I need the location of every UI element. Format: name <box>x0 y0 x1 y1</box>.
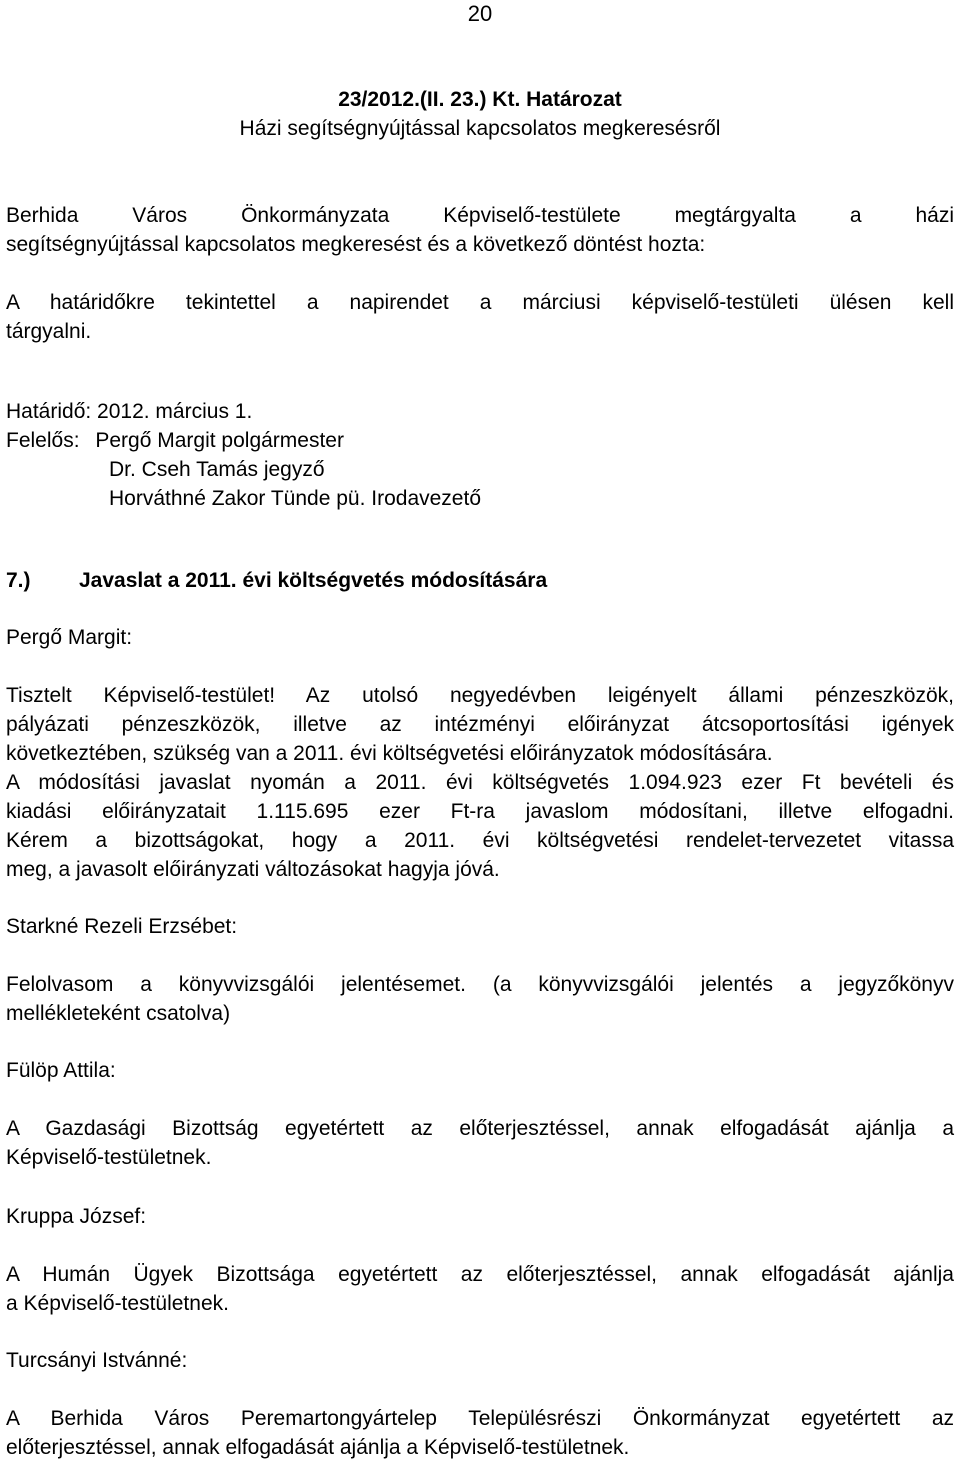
speech-line: Felolvasom a könyvvizsgálói jelentésemet. (a könyvvizsgálói jelentés a jegyzőkönyv <box>6 973 954 996</box>
decision-line: A határidőkre tekintettel a napirendet a márciusi képviselő-testületi ülésen kell <box>6 291 954 314</box>
speech-line: Képviselő-testületnek. <box>6 1146 212 1169</box>
speech-line: a Képviselő-testületnek. <box>6 1292 229 1315</box>
speech-line: A Berhida Város Peremartongyártelep Településrészi Önkormányzat egyetértett az <box>6 1407 954 1430</box>
speech-line: meg, a javasolt előirányzati változásokat hagyja jóvá. <box>6 858 500 881</box>
deadline-text: Határidő: 2012. március 1. <box>6 400 253 423</box>
resolution-subtitle: Házi segítségnyújtással kapcsolatos megkeresésről <box>239 117 721 140</box>
speaker-name: Starkné Rezeli Erzsébet: <box>6 915 238 938</box>
responsible-person: Horváthné Zakor Tünde pü. Irodavezető <box>109 487 482 510</box>
speech-line: A Gazdasági Bizottság egyetértett az előterjesztéssel, annak elfogadását ajánlja a <box>6 1117 954 1140</box>
speech-line: kiadási előirányzatait 1.115.695 ezer Ft-ra javaslom módosítani, illetve elfogadni. <box>6 800 954 823</box>
agenda-item-heading <box>6 566 954 595</box>
intro-line: segítségnyújtással kapcsolatos megkeresést és a következő döntést hozta: <box>6 233 706 256</box>
agenda-item-number: 7.) <box>6 569 31 592</box>
speech-line: pályázati pénzeszközök, illetve az intézményi előirányzat átcsoportosítási igények <box>6 713 954 736</box>
speech-line: következtében, szükség van a 2011. évi költségvetési előirányzatok módosítására. <box>6 742 773 765</box>
speaker-name: Kruppa József: <box>6 1205 147 1228</box>
speaker-name: Turcsányi Istvánné: <box>6 1349 188 1372</box>
resolution-title: 23/2012.(II. 23.) Kt. Határozat <box>338 88 622 111</box>
decision-line: tárgyalni. <box>6 320 92 343</box>
responsible-person: Dr. Cseh Tamás jegyző <box>109 458 325 481</box>
page-number: 20 <box>467 1 493 26</box>
agenda-item-title: Javaslat a 2011. évi költségvetés módosítására <box>79 569 548 592</box>
speech-line: előterjesztéssel, annak elfogadását ajánlja a Képviselő-testületnek. <box>6 1436 630 1459</box>
responsible-person: Pergő Margit polgármester <box>95 429 344 452</box>
speaker-name: Fülöp Attila: <box>6 1059 116 1082</box>
speech-line: mellékleteként csatolva) <box>6 1002 231 1025</box>
speech-line: Kérem a bizottságokat, hogy a 2011. évi költségvetési rendelet-tervezetet vitassa <box>6 829 954 852</box>
responsible-label: Felelős: <box>6 429 80 452</box>
speech-line: A módosítási javaslat nyomán a 2011. évi költségvetés 1.094.923 ezer Ft bevételi és <box>6 771 954 794</box>
speech-line: Tisztelt Képviselő-testület! Az utolsó negyedévben leigényelt állami pénzeszközök, <box>6 684 954 707</box>
speech-line: A Humán Ügyek Bizottsága egyetértett az előterjesztéssel, annak elfogadását ajánlja <box>6 1263 954 1286</box>
speaker-name: Pergő Margit: <box>6 626 133 649</box>
responsible-row <box>6 426 954 455</box>
intro-line: Berhida Város Önkormányzata Képviselő-testülete megtárgyalta a házi <box>6 204 954 227</box>
